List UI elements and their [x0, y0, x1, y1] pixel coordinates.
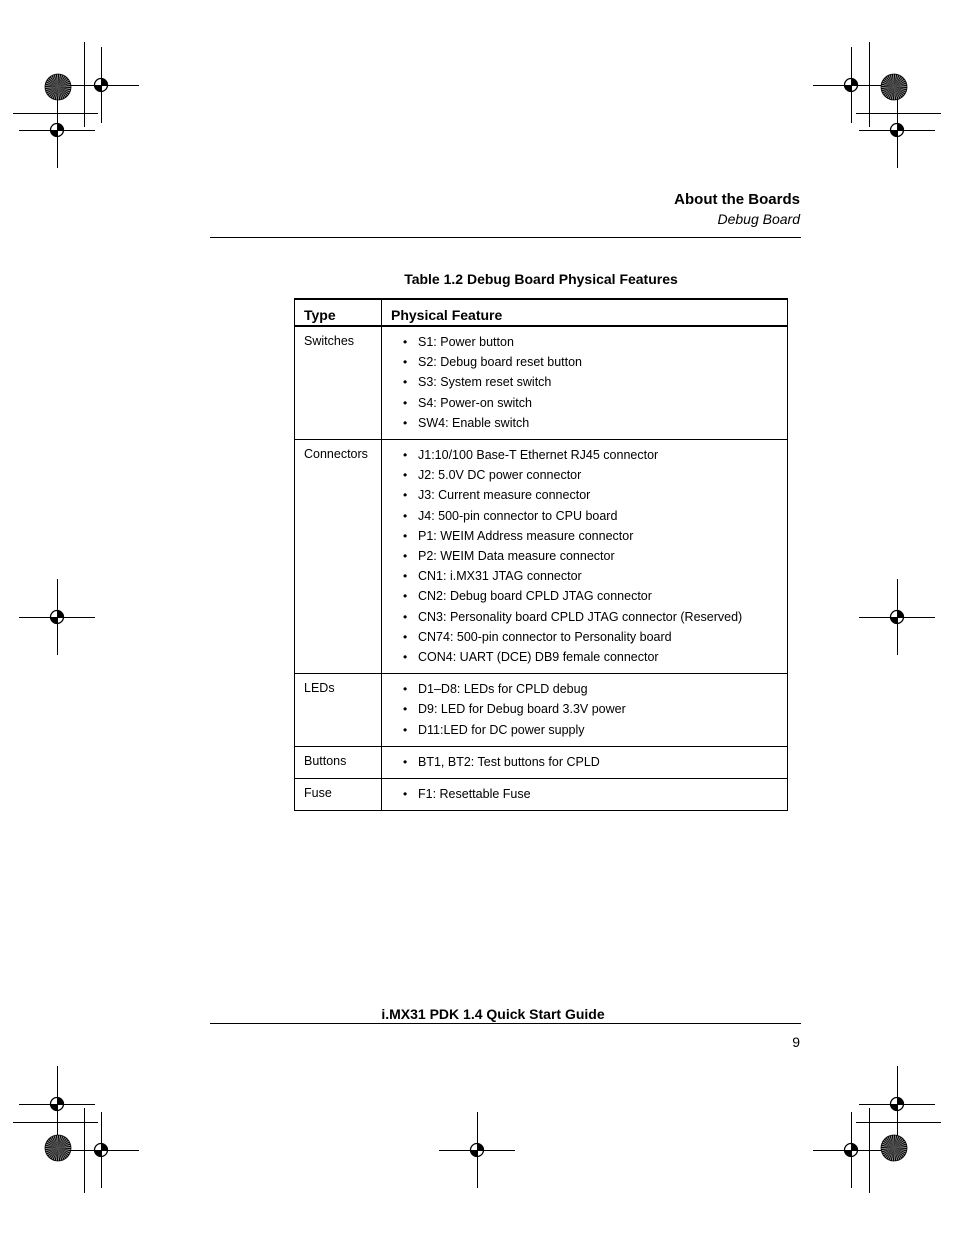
registration-line — [57, 92, 58, 168]
sunburst-target-icon — [880, 1134, 908, 1162]
registration-line — [897, 92, 898, 168]
table-row — [295, 440, 788, 674]
sunburst-target-icon — [44, 1134, 72, 1162]
section-title: About the Boards — [674, 191, 800, 208]
registration-line — [851, 1112, 852, 1188]
feature-cell — [382, 746, 788, 778]
list-item: • S4: Power-on switch — [382, 393, 787, 413]
list-item: • CN1: i.MX31 JTAG connector — [382, 566, 787, 586]
feature-list — [382, 445, 787, 667]
table-row — [295, 746, 788, 778]
feature-cell — [382, 779, 788, 811]
table-row — [295, 326, 788, 440]
type-cell: Switches — [295, 326, 382, 440]
type-cell: Buttons — [295, 746, 382, 778]
list-item: • D9: LED for Debug board 3.3V power — [382, 699, 787, 719]
list-item: • F1: Resettable Fuse — [382, 784, 787, 804]
list-item: • CON4: UART (DCE) DB9 female connector — [382, 647, 787, 667]
feature-list — [382, 332, 787, 433]
type-cell: LEDs — [295, 674, 382, 747]
table-caption: Table 1.2 Debug Board Physical Features — [404, 271, 678, 287]
feature-list — [382, 679, 787, 740]
crop-line — [856, 113, 941, 114]
registration-line — [851, 47, 852, 123]
list-item: • S2: Debug board reset button — [382, 352, 787, 372]
list-item: • BT1, BT2: Test buttons for CPLD — [382, 752, 787, 772]
crop-line — [856, 1122, 941, 1123]
list-item: • D1–D8: LEDs for CPLD debug — [382, 679, 787, 699]
list-item: • D11:LED for DC power supply — [382, 720, 787, 740]
list-item: • SW4: Enable switch — [382, 413, 787, 433]
features-table — [294, 298, 788, 811]
feature-list — [382, 752, 787, 772]
list-item: • CN3: Personality board CPLD JTAG connector (Reserved) — [382, 607, 787, 627]
crop-line — [13, 113, 98, 114]
feature-cell — [382, 674, 788, 747]
page-number: 9 — [792, 1034, 800, 1050]
sunburst-target-icon — [880, 73, 908, 101]
feature-cell — [382, 326, 788, 440]
feature-list — [382, 784, 787, 804]
footer-rule — [210, 1023, 801, 1024]
subsection-title: Debug Board — [717, 211, 800, 227]
column-header-type: Type — [295, 299, 382, 326]
list-item: • CN2: Debug board CPLD JTAG connector — [382, 586, 787, 606]
type-cell: Connectors — [295, 440, 382, 674]
feature-cell — [382, 440, 788, 674]
sunburst-target-icon — [44, 73, 72, 101]
list-item: • S3: System reset switch — [382, 372, 787, 392]
list-item: • J4: 500-pin connector to CPU board — [382, 506, 787, 526]
list-item: • J2: 5.0V DC power connector — [382, 465, 787, 485]
list-item: • P1: WEIM Address measure connector — [382, 526, 787, 546]
list-item: • J1:10/100 Base-T Ethernet RJ45 connector — [382, 445, 787, 465]
table-header-row — [295, 299, 788, 326]
list-item: • P2: WEIM Data measure connector — [382, 546, 787, 566]
registration-line — [101, 1112, 102, 1188]
registration-line — [57, 1066, 58, 1142]
list-item: • S1: Power button — [382, 332, 787, 352]
column-header-feature: Physical Feature — [382, 299, 788, 326]
registration-line — [57, 579, 58, 655]
document-title: i.MX31 PDK 1.4 Quick Start Guide — [381, 1006, 605, 1022]
registration-line — [101, 47, 102, 123]
registration-line — [477, 1112, 478, 1188]
registration-line — [897, 579, 898, 655]
crop-line — [13, 1122, 98, 1123]
list-item: • J3: Current measure connector — [382, 485, 787, 505]
table-row — [295, 674, 788, 747]
registration-line — [897, 1066, 898, 1142]
header-rule — [210, 237, 801, 238]
list-item: • CN74: 500-pin connector to Personality board — [382, 627, 787, 647]
table-row — [295, 779, 788, 811]
type-cell: Fuse — [295, 779, 382, 811]
